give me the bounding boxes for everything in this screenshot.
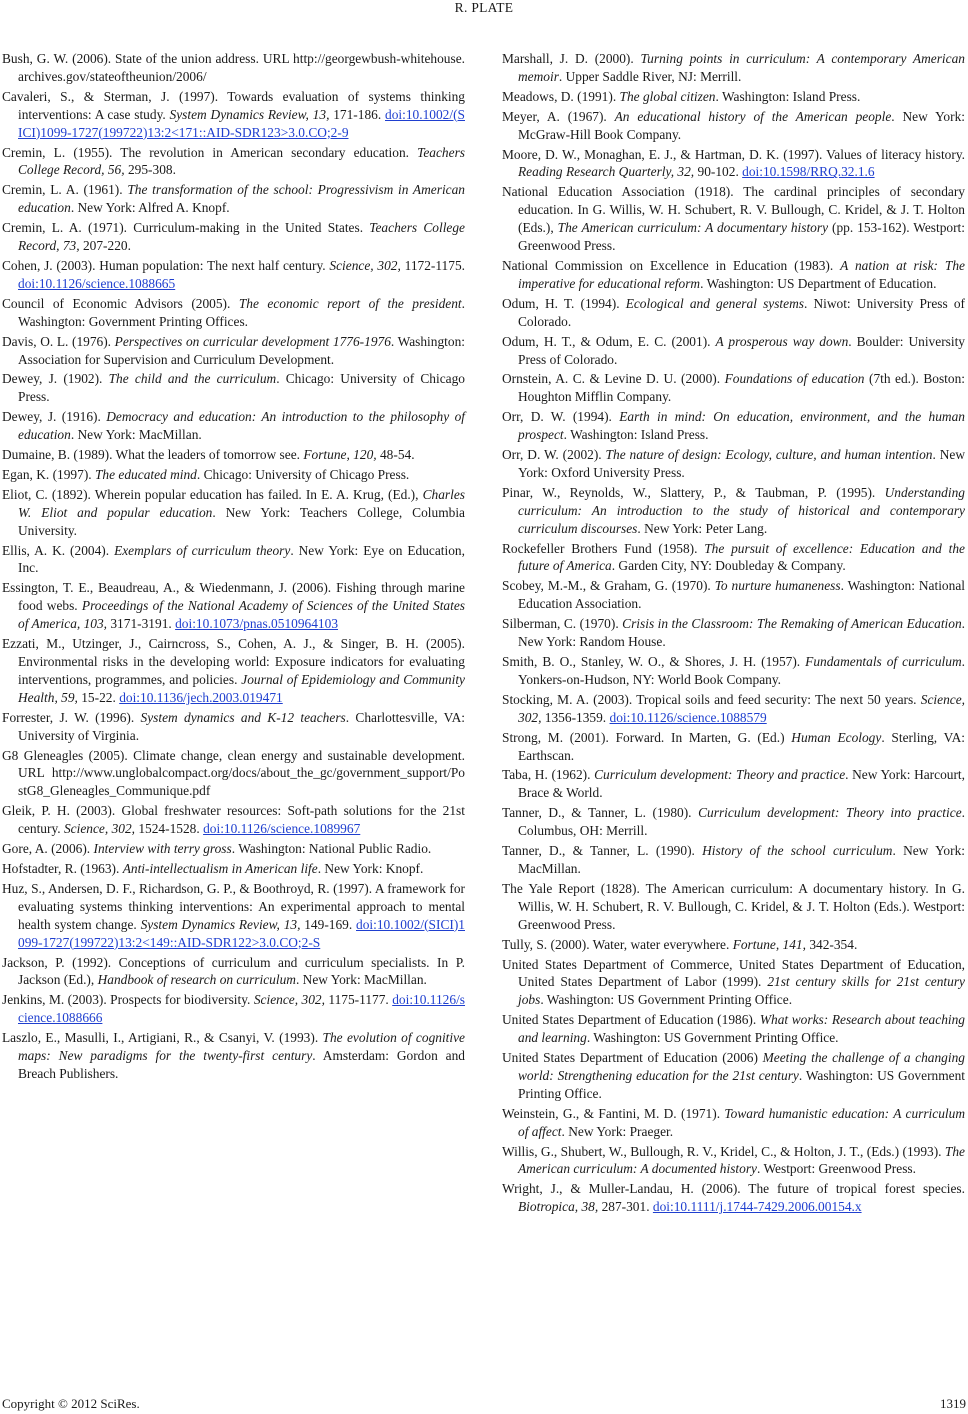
reference-text: Stocking, M. A. (2003). Tropical soils and feed security: The next 50 years. [502, 691, 921, 707]
reference-entry [2, 1029, 465, 1083]
reference-entry [2, 840, 465, 858]
reference-italic-title: Perspectives on curricular development 1776-1976 [114, 333, 391, 349]
reference-text: Essington, T. E., Beaudreau, A., & Wiedenmann, J. (2006). Fishing through marine food webs. [2, 580, 465, 614]
reference-text: Dumaine, B. (1989). What the leaders of tomorrow see. [2, 447, 304, 463]
reference-text: Hofstadter, R. (1963). [2, 860, 123, 876]
doi-link[interactable]: doi:10.1073/pnas.0510964103 [175, 616, 339, 632]
doi-link[interactable]: doi:10.1136/jech.2003.019471 [119, 689, 283, 705]
reference-text: 90-102. [694, 164, 743, 180]
reference-entry [2, 144, 465, 180]
reference-entry [2, 709, 465, 745]
reference-text: Gore, A. (2006). [2, 841, 94, 857]
reference-italic-title: Proceedings of the National Academy of Sciences of the United States of America, 103, [18, 598, 465, 632]
reference-entry [502, 370, 965, 406]
reference-italic-title: The American curriculum: A documentary history [557, 220, 829, 236]
reference-entry [502, 880, 965, 934]
reference-entry [502, 842, 965, 878]
reference-entry [2, 219, 465, 255]
reference-text: Laszlo, E., Masulli, I., Artigiani, R., & Csanyi, V. (1993). [2, 1030, 323, 1046]
reference-text: Weinstein, G., & Fantini, M. D. (1971). [502, 1105, 725, 1121]
reference-italic-title: The evolution of cognitive maps: New paradigms for the twenty-first century [18, 1030, 466, 1064]
reference-text: 1175-1177. [324, 992, 393, 1008]
reference-entry [502, 1143, 965, 1179]
reference-italic-title: History of the school curriculum [702, 843, 893, 859]
reference-text: Orr, D. W. (2002). [502, 447, 606, 463]
running-head: R. PLATE [454, 0, 514, 15]
reference-entry [2, 635, 465, 707]
reference-text: . Chicago: University of Chicago Press. [196, 466, 410, 482]
reference-entry [2, 370, 465, 406]
reference-italic-title: What works: Research about teaching and learning [518, 1012, 965, 1046]
reference-text: Scobey, M.-M., & Graham, G. (1970). [502, 578, 715, 594]
reference-text: Tanner, D., & Tanner, L. (1990). [502, 843, 703, 859]
reference-entry [2, 860, 465, 878]
reference-text: Eliot, C. (1892). Wherein popular education has failed. In E. A. Krug, (Ed.), [2, 486, 423, 502]
reference-italic-title: Science, 302, [518, 691, 965, 725]
reference-italic-title: Crisis in the Classroom: The Remaking of American Education [622, 616, 962, 632]
doi-link[interactable]: doi:10.1111/j.1744-7429.2006.00154.x [652, 1199, 862, 1215]
reference-text: 149-169. [300, 916, 357, 932]
reference-italic-title: Interview with terry gross [93, 841, 232, 857]
reference-text: Orr, D. W. (1994). [502, 409, 620, 425]
reference-italic-title: Ecological and general systems [625, 295, 804, 311]
reference-text: Odum, H. T. (1994). [502, 295, 626, 311]
reference-italic-title: Toward humanistic education: A curriculum of affect [518, 1105, 966, 1139]
reference-text: Smith, B. O., Stanley, W. O., & Shores, J. H. (1957). [502, 654, 806, 669]
reference-text: 48-54. [376, 447, 415, 463]
reference-text: . New York: McGraw-Hill Book Company. [518, 108, 965, 142]
reference-italic-title: Teachers College Record, 73, [18, 220, 465, 254]
reference-entry [502, 615, 965, 651]
reference-italic-title: A nation at risk: The imperative for educational reform [518, 257, 966, 291]
reference-italic-title: The educated mind [94, 466, 197, 482]
reference-text: . Washington: US Government Printing Office. [518, 1067, 965, 1101]
reference-italic-title: Fortune, 141, [732, 936, 806, 952]
reference-text: Ezzati, M., Utzinger, J., Cairncross, S., Cohen, A. J., & Singer, B. H. (2005). Environmental risks in the developing world: Exposure indicators for evaluating interventions, programmes, and policies. [2, 636, 465, 687]
reference-text: . New York: Eye on Education, Inc. [18, 542, 465, 576]
reference-text: 1356-1359. [541, 709, 610, 725]
reference-text: 295-308. [124, 162, 176, 178]
doi-link[interactable]: doi:10.1002/(SICI)1099-1727(199722)13:2<149::AID-SDR122>3.0.CO;2-S [18, 916, 465, 950]
reference-entry [502, 577, 965, 613]
reference-italic-title: The global citizen [619, 88, 716, 104]
reference-italic-title: Handbook of research on curriculum [97, 972, 296, 988]
reference-italic-title: Human Ecology [791, 729, 882, 745]
reference-entry [2, 747, 465, 801]
reference-text: Jenkins, M. (2003). Prospects for biodiversity. [2, 992, 254, 1008]
reference-text: 207-220. [79, 238, 131, 254]
reference-text: Meadows, D. (1991). [502, 88, 620, 104]
reference-text: . New York: MacMillan. [70, 427, 202, 443]
reference-text: . New York: Oxford University Press. [518, 447, 965, 480]
reference-italic-title: Exemplars of curriculum theory [114, 542, 291, 558]
reference-url[interactable]: http://georgewbush-whitehouse.archives.gov/stateoftheunion/2006/ [18, 51, 465, 84]
reference-italic-title: To nurture humaneness [714, 578, 841, 594]
reference-text: Davis, O. L. (1976). [2, 333, 115, 349]
reference-text: 1172-1175. [400, 257, 465, 273]
reference-entry [502, 1011, 965, 1047]
reference-entry [2, 181, 465, 217]
reference-italic-title: Earth in mind: On education, environment, and the human prospect [518, 409, 965, 443]
reference-text: Dewey, J. (1916). [2, 409, 107, 425]
reference-text: Pinar, W., Reynolds, W., Slattery, P., & Taubman, P. (1995). [502, 484, 885, 500]
reference-text: The Yale Report (1828). The American curriculum: A documentary history. In G. Willis, W. H. Schubert, R. V. Bullough, C. Kridel, & J. T. Holton (Eds.). Westport: Greenwood Press. [502, 880, 965, 932]
reference-url[interactable]: http://www.unglobalcompact.org/docs/about_the_gc/government_support/PostG8_Gleneagles_Communique.pdf [18, 765, 465, 799]
reference-text: Council of Economic Advisors (2005). [2, 295, 239, 311]
reference-italic-title: Democracy and education: An introduction to the philosophy of education [18, 409, 465, 443]
reference-entry [2, 466, 465, 484]
reference-entry [2, 802, 465, 838]
reference-text: 171-186. [329, 106, 385, 122]
reference-text: Egan, K. (1997). [2, 466, 95, 482]
reference-entry [502, 766, 965, 802]
reference-italic-title: System dynamics and K-12 teachers [140, 709, 346, 725]
reference-italic-title: Foundations of education [724, 371, 865, 387]
reference-entry [502, 146, 965, 182]
reference-italic-title: Biotropica, 38, [518, 1199, 599, 1215]
reference-italic-title: The transformation of the school: Progressivism in American education [18, 182, 465, 216]
references-left-column [2, 50, 465, 1085]
doi-link[interactable]: doi:10.1126/science.1089967 [203, 821, 361, 837]
reference-entry [502, 956, 965, 1010]
reference-text: . Washington: US Government Printing Office. [540, 992, 793, 1008]
reference-entry [502, 333, 965, 369]
reference-italic-title: System Dynamics Review, 13, [140, 916, 301, 932]
reference-entry [2, 295, 465, 331]
reference-italic-title: The pursuit of excellence: Education and the future of America [518, 540, 965, 574]
reference-text: . Amsterdam: Gordon and Breach Publishers. [18, 1048, 465, 1081]
reference-text: Willis, G., Shubert, W., Bullough, R. V., Kridel, C., & Holton, J. T., (Eds.) (1993). [502, 1143, 945, 1159]
reference-entry [2, 542, 465, 578]
reference-text: Gleik, P. H. (2003). Global freshwater resources: Soft-path solutions for the 21st century. [2, 803, 465, 837]
reference-text: . Washington: National Education Association. [518, 578, 965, 612]
reference-italic-title: Fundamentals of curriculum [805, 654, 962, 669]
reference-italic-title: System Dynamics Review, 13, [169, 106, 330, 122]
reference-italic-title: Anti-intellectualism in American life [122, 860, 318, 876]
reference-entry [502, 936, 965, 954]
reference-text: . Garden City, NY: Doubleday & Company. [611, 558, 846, 574]
doi-link[interactable]: doi:10.1598/RRQ.32.1.6 [742, 164, 875, 180]
reference-text: United States Department of Education (1986). [502, 1012, 760, 1028]
reference-text: United States Department of Education (2006) [502, 1050, 763, 1066]
reference-italic-title: Science, 302, [253, 992, 325, 1008]
reference-entry [2, 333, 465, 369]
doi-link[interactable]: doi:10.1002/(SICI)1099-1727(199722)13:2<171::AID-SDR123>3.0.CO;2-9 [18, 106, 465, 140]
reference-entry [2, 954, 465, 990]
reference-entry [502, 108, 965, 144]
reference-entry [502, 691, 965, 727]
reference-entry [502, 804, 965, 840]
reference-text: . Washington: Island Press. [715, 88, 861, 104]
reference-entry [502, 484, 965, 538]
reference-text: . Washington: US Government Printing Office. [586, 1030, 839, 1046]
reference-italic-title: Turning points in curriculum: A contemporary American memoir [518, 51, 965, 84]
reference-entry [2, 991, 465, 1027]
reference-text: . Upper Saddle River, NJ: Merrill. [558, 68, 742, 84]
reference-text: Taba, H. (1962). [502, 767, 595, 783]
reference-text: (7th ed.). Boston: Houghton Mifflin Company. [518, 371, 965, 405]
reference-text: United States Department of Commerce, United States Department of Education, United States Department of Labor (1999). [502, 956, 965, 990]
reference-italic-title: An educational history of the American people [614, 108, 892, 124]
reference-italic-title: Charles W. Eliot and popular education [18, 486, 465, 520]
reference-text: 1524-1528. [135, 821, 204, 837]
reference-italic-title: Curriculum development: Theory into practice [698, 805, 962, 821]
reference-text: Strong, M. (2001). Forward. In Marten, G. (Ed.) [502, 729, 792, 745]
reference-italic-title: Curriculum development: Theory and practice [594, 767, 846, 783]
reference-text: National Education Association (1918). The cardinal principles of secondary education. In G. Willis, W. H. Schubert, R. V. Bullough, C. Kridel, & J. T. Holton (Eds.), [502, 184, 965, 236]
reference-entry [502, 50, 965, 86]
reference-text: Jackson, P. (1992). Conceptions of curriculum and curriculum specialists. In P. Jackson (Ed.), [2, 954, 465, 988]
reference-text: . Boulder: University Press of Colorado. [518, 333, 966, 367]
reference-text: . Washington: Island Press. [563, 427, 709, 443]
reference-entry [2, 88, 465, 142]
reference-text: Forrester, J. W. (1996). [2, 709, 141, 725]
reference-text: Tanner, D., & Tanner, L. (1980). [502, 805, 699, 821]
reference-text: Cremin, L. A. (1961). [2, 182, 128, 198]
reference-italic-title: Meeting the challenge of a changing world: Strengthening education for the 21st century [518, 1050, 965, 1083]
reference-text: . New York: Knopf. [317, 860, 424, 876]
reference-text: Huz, S., Andersen, D. F., Richardson, G. P., & Boothroyd, R. (1997). A framework for evaluating systems thinking interventions: An experimental approach to mental health system change. [2, 880, 465, 932]
reference-text: Bush, G. W. (2006). State of the union address. URL [2, 51, 294, 66]
reference-text: . Washington: Association for Supervision and Curriculum Development. [18, 333, 466, 367]
reference-text: G8 Gleneagles (2005). Climate change, clean energy and sustainable development. URL [2, 747, 465, 781]
reference-italic-title: Reading Research Quarterly, 32, [518, 164, 695, 180]
reference-italic-title: Understanding curriculum: An introduction to the study of historical and contemporary curriculum discourses [518, 484, 965, 536]
references-right-column [502, 50, 965, 1218]
reference-entry [502, 408, 965, 444]
reference-italic-title: Fortune, 120, [303, 447, 377, 463]
reference-text: Marshall, J. D. (2000). [502, 51, 641, 66]
reference-text: Cavaleri, S., & Sterman, J. (1997). Towards evaluation of systems thinking interventions: A case study. [2, 88, 465, 122]
reference-text: . New York: Alfred A. Knopf. [70, 200, 230, 216]
reference-entry [2, 579, 465, 633]
reference-text: National Commission on Excellence in Education (1983). [502, 257, 841, 273]
reference-entry [502, 183, 965, 255]
reference-entry [502, 88, 965, 106]
reference-text: Rockefeller Brothers Fund (1958). [502, 540, 705, 556]
reference-entry [502, 540, 965, 576]
reference-text: . New York: Peter Lang. [637, 520, 768, 536]
reference-italic-title: Science, 302, [329, 257, 401, 273]
reference-text: Ornstein, A. C. & Levine D. U. (2000). [502, 371, 725, 387]
reference-text: 287-301. [598, 1199, 653, 1215]
reference-text: 3171-3191. [107, 616, 176, 632]
copyright-notice: Copyright © 2012 SciRes. [2, 1396, 140, 1411]
reference-entry [2, 408, 465, 444]
reference-entry [2, 50, 465, 86]
reference-entry [502, 1105, 965, 1141]
reference-text: . Washington: National Public Radio. [231, 841, 432, 857]
reference-text: . New York: Praeger. [561, 1123, 674, 1139]
reference-text: Moore, D. W., Monaghan, E. J., & Hartman, D. K. (1997). Values of literacy history. [502, 146, 965, 162]
reference-text: . Westport: Greenwood Press. [757, 1161, 916, 1177]
reference-entry [502, 446, 965, 482]
reference-text: 15-22. [77, 689, 120, 705]
page-number: 1319 [940, 1396, 966, 1411]
reference-text: 342-354. [805, 936, 858, 952]
reference-text: Wright, J., & Muller-Landau, H. (2006). The future of tropical forest species. [502, 1181, 965, 1197]
reference-text: . Washington: US Department of Education. [700, 275, 937, 291]
reference-text: . New York: Random House. [518, 616, 966, 650]
reference-text: (pp. 153-162). Westport: Greenwood Press. [518, 220, 965, 254]
doi-link[interactable]: doi:10.1126/science.1088666 [18, 992, 466, 1026]
reference-entry [2, 880, 465, 952]
doi-link[interactable]: doi:10.1126/science.1088579 [609, 709, 767, 725]
reference-entry [502, 1049, 965, 1103]
reference-entry [502, 295, 965, 331]
reference-italic-title: Science, 302, [63, 821, 135, 837]
reference-text: Cremin, L. (1955). The revolution in American secondary education. [2, 144, 418, 160]
reference-text: . New York: Teachers College, Columbia University. [18, 504, 465, 538]
reference-italic-title: The economic report of the president [238, 295, 462, 311]
reference-italic-title: The nature of design: Ecology, culture, and human intention [605, 447, 933, 463]
reference-italic-title: 21st century skills for 21st century jobs [518, 974, 965, 1008]
reference-text: Meyer, A. (1967). [502, 108, 615, 124]
reference-entry [502, 1180, 965, 1216]
doi-link[interactable]: doi:10.1126/science.1088665 [18, 275, 176, 291]
reference-text: . Sterling, VA: Earthscan. [518, 729, 965, 763]
reference-text: . Yonkers-on-Hudson, NY: World Book Company. [518, 654, 965, 687]
reference-text: Dewey, J. (1902). [2, 371, 109, 387]
reference-entry [502, 653, 965, 689]
reference-text: . New York: MacMillan. [295, 972, 427, 988]
reference-text: Cohen, J. (2003). Human population: The next half century. [2, 257, 330, 273]
reference-text: . Washington: Government Printing Offices. [18, 295, 465, 329]
reference-text: Cremin, L. A. (1971). Curriculum-making in the United States. [2, 220, 370, 236]
reference-entry [2, 257, 465, 293]
reference-text: . New York: MacMillan. [518, 843, 965, 876]
reference-entry [2, 446, 465, 464]
reference-text: Ellis, A. K. (2004). [2, 542, 115, 558]
reference-text: Tully, S. (2000). Water, water everywhere. [502, 936, 733, 952]
reference-italic-title: The child and the curriculum [108, 371, 277, 387]
reference-text: . New York: Harcourt, Brace & World. [518, 767, 966, 801]
reference-text: . Columbus, OH: Merrill. [518, 805, 965, 839]
reference-entry [502, 257, 965, 293]
reference-entry [502, 729, 965, 765]
reference-entry [2, 486, 465, 540]
reference-italic-title: Journal of Epidemiology and Community Health, 59, [18, 671, 465, 705]
reference-text: Odum, H. T., & Odum, E. C. (2001). [502, 333, 716, 349]
reference-text: . Niwot: University Press of Colorado. [518, 295, 965, 329]
reference-text: Silberman, C. (1970). [502, 616, 623, 632]
reference-italic-title: Teachers College Record, 56, [18, 144, 465, 178]
reference-text: . Chicago: University of Chicago Press. [18, 371, 465, 405]
reference-italic-title: The American curriculum: A documented history [518, 1143, 965, 1177]
reference-italic-title: A prosperous way down [715, 333, 849, 349]
reference-text: . Charlottesville, VA: University of Virginia. [18, 709, 465, 743]
